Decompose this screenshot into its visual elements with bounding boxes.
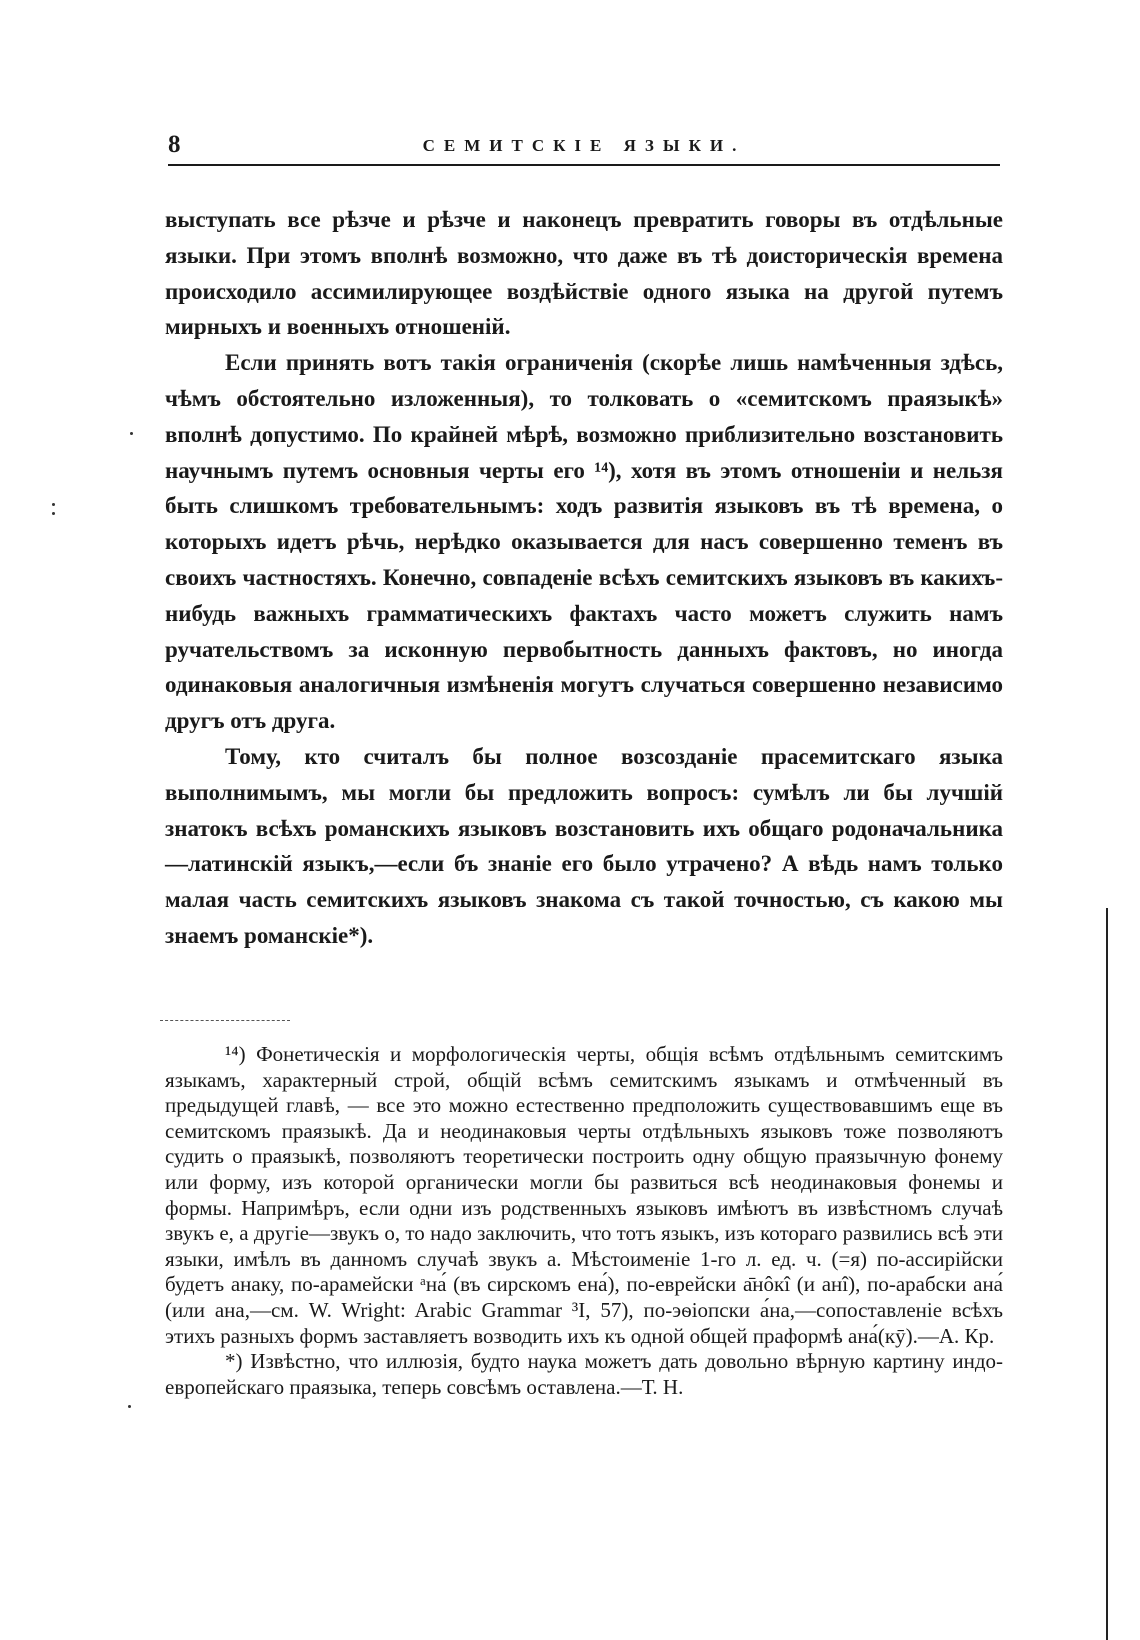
footnote-separator: [160, 1020, 290, 1021]
footnote-asterisk: [165, 1349, 1003, 1400]
scan-speck: [128, 1405, 131, 1408]
paragraph-1: выступать все рѣзче и рѣзче и наконецъ превратить говоры въ отдѣльные языки. При этомъ вполнѣ возможно, что даже въ тѣ доисторическія времена происходило ассимилирующее воздѣйствіе одного языка на другой путемъ мирныхъ и военныхъ отношеній.: [165, 207, 1003, 340]
footnote-text: Фонетическія и морфологическія черты, общія всѣмъ отдѣльнымъ семитскимъ языкамъ, характерный строй, общій всѣмъ семитскимъ языкамъ и отмѣченный въ предыдущей главѣ, — все это можно естественно предположить существовавшимъ еще въ семитскомъ праязыкѣ. Да и неодинаковыя черты отдѣльныхъ языковъ тоже позволяютъ судить о праязыкѣ, позволяютъ теоретически построить одну общую праязычную фонему или форму, изъ которой органически могли бы развиться всѣ неодинаковыя фонемы и формы. Напримѣръ, если одни изъ родственныхъ языковъ имѣютъ въ извѣстномъ случаѣ звукъ е, а другіе—звукъ о, то надо заключить, что тотъ языкъ, изъ котораго развились всѣ эти языки, имѣлъ въ данномъ случаѣ звукъ а. Мѣстоименіе 1-го л. ед. ч. (=я) по-ассирійски будетъ анаку, по-арамейски ᵃна́ (въ сирскомъ ена́), по-еврейски а̄нôкî (и анî), по-арабски ана́ (или ана,—см. W. Wright: Arabic Grammar ³I, 57), по-эѳіопски а́на,—сопоставленіе всѣхъ этихъ разныхъ формъ заставляетъ возводить ихъ къ одной общей праформѣ ана́(кӯ).—А. Кр.: [165, 1042, 1003, 1348]
running-title: СЕМИТСКІЕ ЯЗЫКИ.: [422, 136, 746, 155]
page-edge-line: [1106, 908, 1108, 1640]
footnote-marker: *): [225, 1349, 243, 1374]
paragraph-3: Тому, кто считалъ бы полное возсозданіе прасемитскаго языка выполнимымъ, мы могли бы предложить вопросъ: сумѣлъ ли бы лучшій знатокъ всѣхъ романскихъ языковъ возстановить ихъ общаго родоначальника—латинскій языкъ,—если бъ знаніе его было утрачено? А вѣдь намъ только малая часть семитскихъ языковъ знакома съ такой точностью, съ какою мы знаемъ романскіе*).: [165, 743, 1003, 948]
footnote-text: Извѣстно, что иллюзія, будто наука можетъ дать довольно вѣрную картину индо-европейскаго праязыка, теперь совсѣмъ оставлена.—Т. Н.: [165, 1349, 1004, 1399]
scan-speck: [52, 503, 55, 506]
scan-speck: [52, 512, 55, 515]
footnote-marker: ¹⁴): [225, 1042, 246, 1066]
page-number: 8: [168, 131, 181, 158]
footnotes: [165, 1042, 1003, 1400]
footnote-14: [165, 1042, 1003, 1349]
scan-speck: [130, 432, 133, 435]
page-header: [168, 130, 1000, 166]
paragraph-2: Если принять вотъ такія ограниченія (скорѣе лишь намѣченныя здѣсь, чѣмъ обстоятельно изложенныя), то толковать о «семитскомъ праязыкѣ» вполнѣ допустимо. По крайней мѣрѣ, возможно приблизительно возстановить научнымъ путемъ основныя черты его ¹⁴), хотя въ этомъ отношеніи и нельзя быть слишкомъ требовательнымъ: ходъ развитія языковъ въ тѣ времена, о которыхъ идетъ рѣчь, нерѣдко оказывается для насъ совершенно теменъ въ своихъ частностяхъ. Конечно, совпаденіе всѣхъ семитскихъ языковъ въ какихъ-нибудь важныхъ грамматическихъ фактахъ часто можетъ служить намъ ручательствомъ за исконную первобытность данныхъ фактовъ, но иногда одинаковыя аналогичныя измѣненія могутъ случаться совершенно независимо другъ отъ друга.: [165, 350, 1003, 734]
main-text: [165, 202, 1003, 954]
